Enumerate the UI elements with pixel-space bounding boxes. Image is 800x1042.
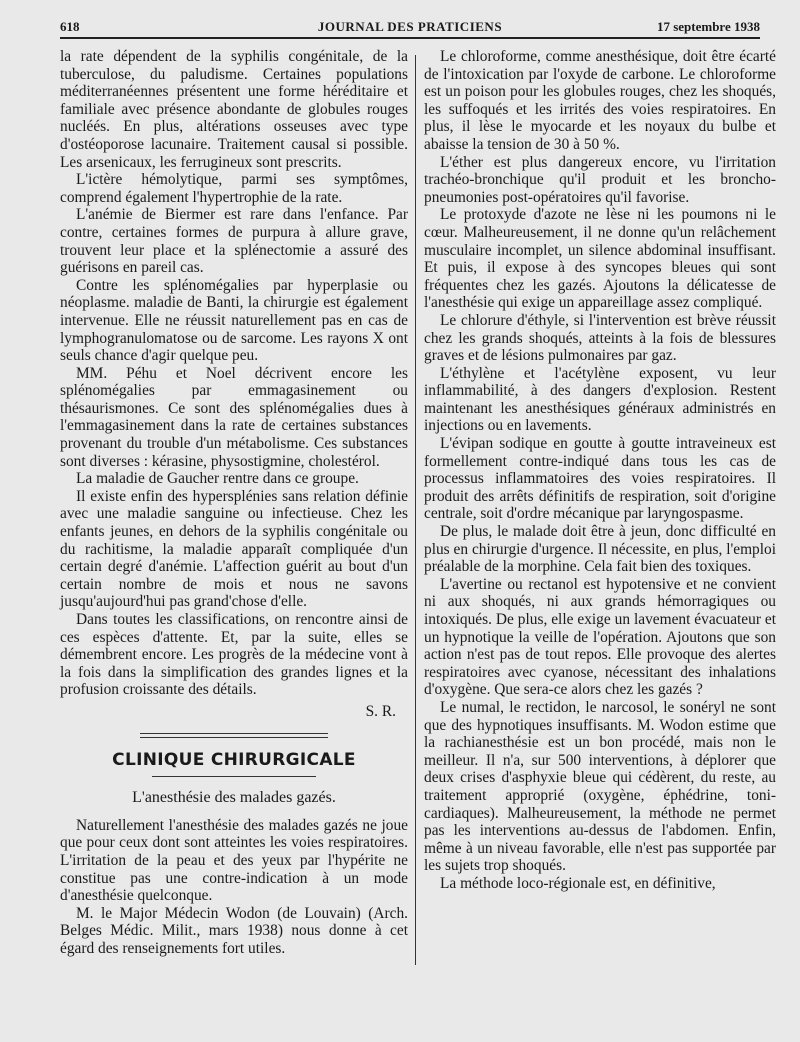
section-title: CLINIQUE CHIRURGICALE [112, 749, 356, 770]
section-separator [140, 733, 328, 738]
paragraph: La maladie de Gaucher rentre dans ce groupe. [76, 470, 359, 488]
page-header [60, 15, 760, 37]
section-title-rule [152, 776, 316, 777]
paragraph: L'évipan sodique en goutte à goutte intraveineux est formellement contre-indiqué dans tous les cas de processus inflammatoires des voies respiratoires. Il produit des arrêts définitifs de respiration, soit d'origine centrale, soit d'ordre mécanique par laryngospasme. [424, 435, 776, 523]
paragraph: Naturellement l'anesthésie des malades gazés ne joue que pour ceux dont sont atteintes les voies respiratoires. L'irritation de la peau et des yeux par l'hypérite ne constitue pas une contre-indication à un mode d'anesthésie quelconque. [60, 816, 408, 905]
paragraph: De plus, le malade doit être à jeun, donc difficulté en plus en chirurgie d'urgence. Il nécessite, en plus, l'emploi préalable de la morphine. Cela fait bien des toxiques. [424, 523, 776, 576]
paragraph: L'anémie de Biermer est rare dans l'enfance. Par contre, certaines formes de purpura à allure grave, trouvent leur place et la splénectomie a assuré des guérisons en pareil cas. [60, 206, 408, 277]
paragraph: Dans toutes les classifications, on rencontre ainsi de ces espèces d'attente. Et, par la suite, elles se démembrent encore. Les progrès de la médecine vont à la fois dans la simplification des grandes lignes et la profusion croissante des détails. [60, 611, 408, 699]
paragraph: la rate dépendent de la syphilis congénitale, de la tuberculose, du paludisme. Certaines populations méditerranéennes présentent une forme héréditaire et familiale avec présence abondante de globules rouges nucléés. En plus, altérations osseuses avec type d'ostéoporose lacunaire. Traitement causal si possible. Les arsenicaux, les ferrugineux sont prescrits. [60, 48, 408, 171]
paragraph: MM. Péhu et Noel décrivent encore les splénomégalies par emmagasinement ou thésaurismones. Ce sont des splénomégalies dues à l'emmagasinement dans la rate de certaines substances provenant du trouble d'un métabolisme. Ces substances sont diverses : kérasine, physostigmine, cholestérol. [60, 364, 408, 470]
paragraph: L'ictère hémolytique, parmi ses symptômes, comprend également l'hypertrophie de la rate. [60, 171, 408, 206]
column-divider [415, 55, 416, 965]
paragraph: L'éther est plus dangereux encore, vu l'irritation trachéo-bronchique qu'il produit et les broncho-pneumonies post-opératoires qu'il favorise. [424, 153, 776, 206]
header-rule [60, 37, 760, 39]
paragraph: Contre les splénomégalies par hyperplasie ou néoplasme. maladie de Banti, la chirurgie est également intervenue. Elle ne réussit naturellement pas en cas de lymphogranulomatose ou de sarcome. Les rayons X ont seuls chance d'agir quelque peu. [60, 276, 408, 365]
paragraph: Il existe enfin des hypersplénies sans relation définie avec une maladie sanguine ou infectieuse. Chez les enfants jeunes, en dehors de la syphilis congénitale ou du rachitisme, la maladie apparaît compliquée d'un certain degré d'anémie. L'affection guérit au bout d'un certain nombre de mois et nous ne savons jusqu'aujourd'hui pas grand'chose d'elle. [60, 487, 408, 611]
paragraph: L'avertine ou rectanol est hypotensive et ne convient ni aux shoqués, ni aux grands hémorragiques ou intoxiqués. De plus, elle exige un lavement évacuateur et un hypnotique la veille de l'opération. Ajoutons que son action n'est pas de tout repos. Elle provoque des alertes respiratoires avec cyanose, nécessitant des inhalations d'oxygène. Que sera-ce alors chez les gazés ? [424, 575, 776, 699]
paragraph: M. le Major Médecin Wodon (de Louvain) (Arch. Belges Médic. Milit., mars 1938) nous donne à cet égard des renseignements fort utiles. [60, 904, 408, 957]
journal-title: JOURNAL DES PRATICIENS [317, 19, 503, 34]
paragraph: Le chloroforme, comme anesthésique, doit être écarté de l'intoxication par l'oxyde de carbone. Le chloroforme est un poison pour les globules rouges, chez les shoqués, les suffoqués et les irrités des voies respiratoires. En plus, il lèse le myocarde et les noyaux du bulbe et abaisse la tension de 30 à 50 %. [424, 48, 776, 153]
author-signature: S. R. [365, 702, 396, 720]
paragraph: Le protoxyde d'azote ne lèse ni les poumons ni le cœur. Malheureusement, il ne donne qu'un relâchement musculaire incomplet, un silence abdominal insuffisant. Et puis, il expose à des syncopes bleues qui sont fréquentes chez les gazés. Ajoutons la délicatesse de l'anesthésie qui exige un appareillage assez compliqué. [424, 206, 776, 312]
paragraph: L'éthylène et l'acétylène exposent, vu leur inflammabilité, à des dangers d'explosion. Restent maintenant les anesthésiques généraux administrés en injections ou en lavements. [424, 364, 776, 435]
paragraph: Le chlorure d'éthyle, si l'intervention est brève réussit chez les grands shoqués, atteints à la fois de blessures graves et de lésions pulmonaires par gaz. [424, 311, 776, 365]
article-title: L'anesthésie des malades gazés. [132, 789, 336, 807]
right-column [424, 48, 776, 893]
paragraph: La méthode loco-régionale est, en définitive, [440, 874, 716, 892]
paragraph: Le numal, le rectidon, le narcosol, le sonéryl ne sont que des hypnotiques insuffisants. M. Wodon estime que la rachianesthésie est un bon procédé, mais non le meilleur. Il n'a, sur 500 interventions, à déplorer que deux crises d'asphyxie bleue qui cédèrent, du reste, au traitement approprié (oxygène, éphédrine, toni-cardiaques). Malheureusement, la méthode ne permet pas les interventions au-dessus de l'abdomen. Enfin, même à un niveau favorable, elle n'est pas supportée par les sujets trop shoqués. [424, 698, 776, 875]
page-number: 618 [60, 19, 80, 34]
left-column [60, 48, 408, 958]
issue-date: 17 septembre 1938 [656, 19, 760, 34]
